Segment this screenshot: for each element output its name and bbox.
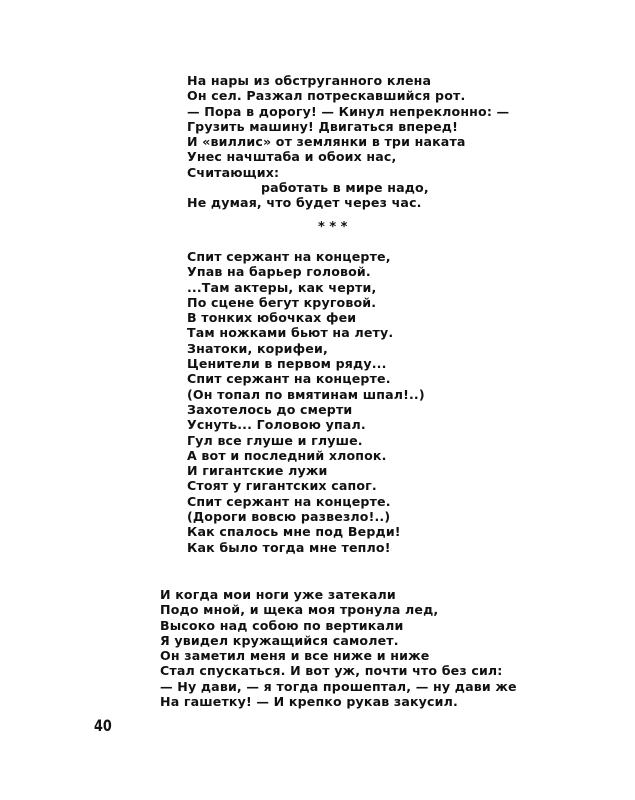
poem-line: Я увидел кружащийся самолет.: [160, 632, 399, 648]
poem-line: Уснуть... Головою упал.: [187, 417, 366, 433]
poem-line: Захотелось до смерти: [187, 401, 353, 417]
poem-line: Как было тогда мне тепло!: [187, 539, 391, 555]
poem-line: Спит сержант на концерте.: [187, 371, 391, 387]
poem-line: А вот и последний хлопок.: [187, 447, 387, 463]
poem-line: работать в мире надо,: [261, 180, 429, 196]
poem-line: На гашетку! — И крепко рукав закусил.: [160, 694, 458, 710]
poem-line: (Он топал по вмятинам шпал!..): [187, 386, 425, 402]
poem-line: Гул все глуше и глуше.: [187, 432, 363, 448]
poem-line: И «виллис» от землянки в три наката: [187, 134, 466, 150]
poem-line: Он сел. Разжал потрескавшийся рот.: [187, 88, 466, 104]
poem-line: Высоко над собою по вертикали: [160, 617, 404, 633]
poem-line: И когда мои ноги уже затекали: [160, 587, 396, 602]
poem-line: Стал спускаться. И вот уж, почти что без сил:: [160, 663, 503, 679]
poem-line: — Ну дави, — я тогда прошептал, — ну дави же: [160, 678, 517, 694]
poem-line: По сцене бегут круговой.: [187, 294, 377, 310]
page-number: 40: [94, 716, 112, 735]
poem-line: В тонких юбочках феи: [187, 310, 357, 326]
poem-fragment-1: [187, 73, 509, 211]
poem-line: На нары из обструганного клена: [187, 73, 432, 88]
poem-line: Ценители в первом ряду...: [187, 356, 387, 372]
poem-line: Грузить машину! Двигаться вперед!: [187, 118, 458, 134]
poem-line: Подо мной, и щека моя тронула лед,: [160, 602, 439, 618]
poem-line: И гигантские лужи: [187, 463, 328, 479]
poem-line: Упав на барьер головой.: [187, 264, 371, 280]
poem-sleeping-sergeant: [187, 249, 425, 555]
poem-line: Не думая, что будет через час.: [187, 195, 422, 211]
poem-line: — Пора в дорогу! — Кинул непреклонно: —: [187, 103, 510, 119]
poem-line: Считающих:: [187, 164, 280, 180]
poem-line: ...Там актеры, как черти,: [187, 279, 377, 295]
poem-line: (Дороги вовсю развезло!..): [187, 509, 391, 525]
poem-line: Он заметил меня и все ниже и ниже: [160, 648, 430, 664]
poem-line: Спит сержант на концерте,: [187, 249, 391, 264]
poem-line: Унес начштаба и обоих нас,: [187, 149, 397, 165]
poem-line: Как спалось мне под Верди!: [187, 524, 401, 540]
poem-line: Стоят у гигантских сапог.: [187, 478, 377, 494]
poem-line: Там ножками бьют на лету.: [187, 325, 394, 341]
poem-line: Знатоки, корифеи,: [187, 340, 328, 356]
section-divider-asterisks: * * *: [318, 220, 348, 235]
poem-line: Спит сержант на концерте.: [187, 493, 391, 509]
poem-fragment-3: [160, 587, 517, 709]
